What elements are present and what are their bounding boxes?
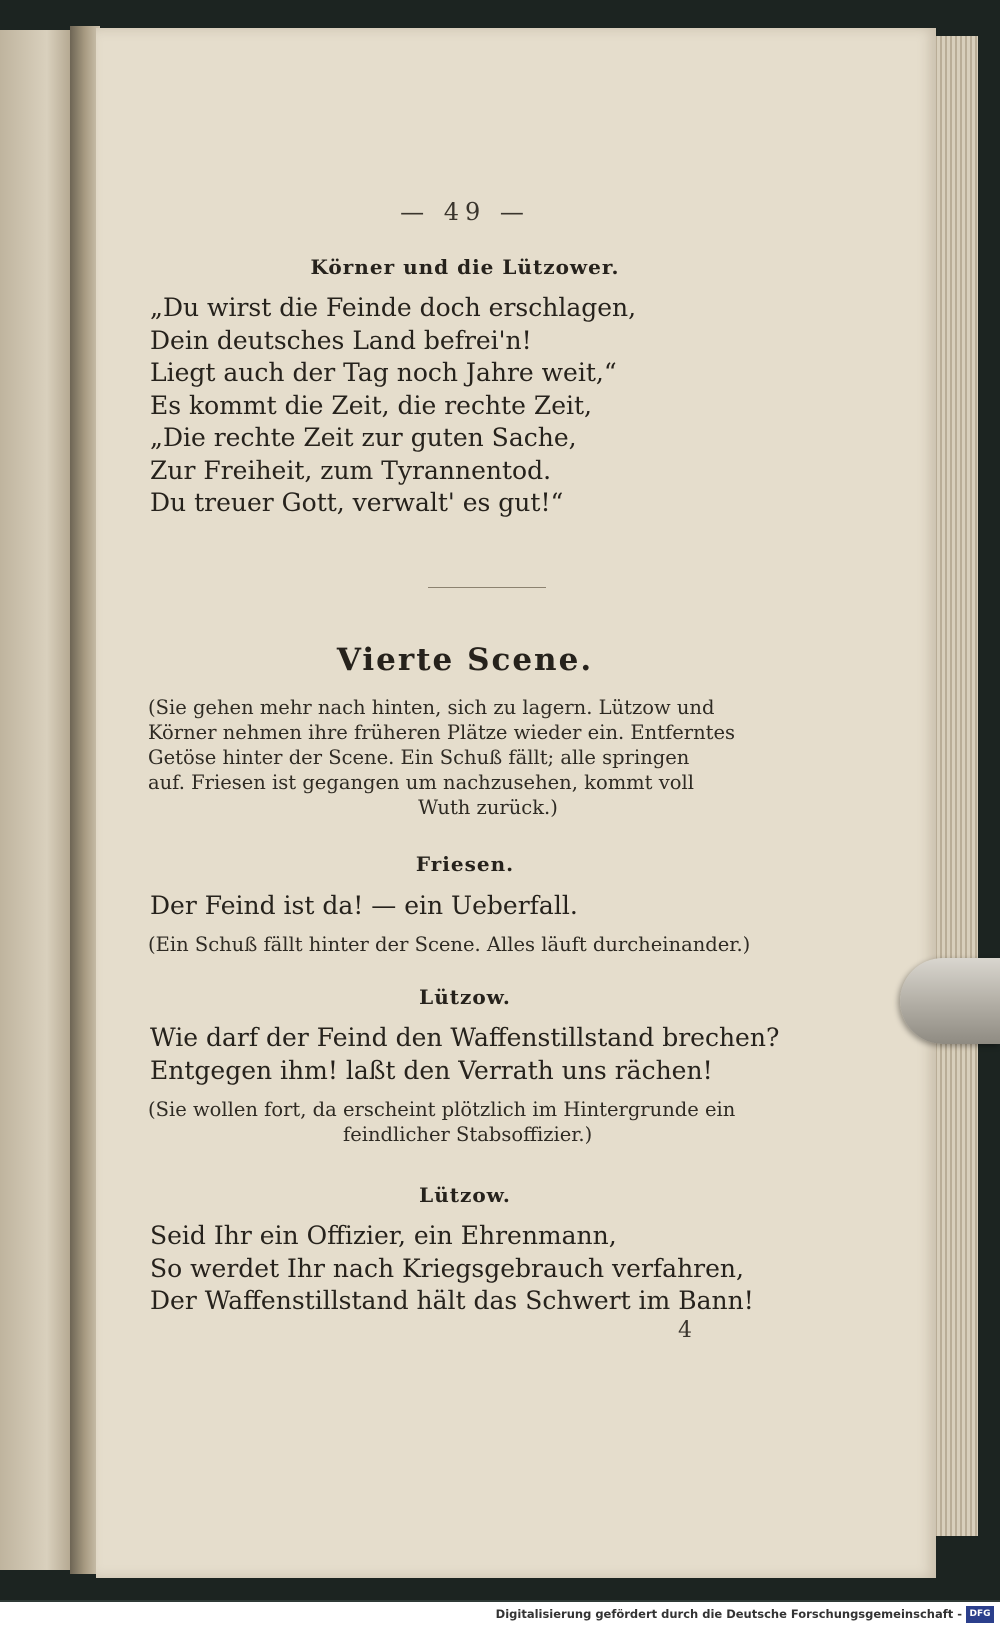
verse-line: Der Waffenstillstand hält das Schwert im Bann! <box>150 1286 754 1315</box>
stage-direction-3 <box>148 1097 838 1147</box>
dfg-logo-icon: DFG <box>966 1606 994 1623</box>
speaker-friesen: Friesen. <box>415 852 515 876</box>
stage-line: Wuth zurück.) <box>418 796 558 819</box>
page-block-edge <box>930 36 978 1536</box>
speaker-lutzow-2: Lützow. <box>419 1183 511 1207</box>
signature-mark: 4 <box>678 1318 692 1343</box>
scene-title: Vierte Scene. <box>336 642 594 678</box>
dialogue-line: Der Feind ist da! — ein Ueberfall. <box>150 891 578 920</box>
stage-direction-2: (Ein Schuß fällt hinter der Scene. Alles läuft durcheinander.) <box>148 933 751 956</box>
verse-line: Seid Ihr ein Offizier, ein Ehrenmann, <box>150 1221 617 1250</box>
verse-line: Liegt auch der Tag noch Jahre weit,“ <box>150 358 617 387</box>
stage-line: (Sie gehen mehr nach hinten, sich zu lagern. Lützow und <box>148 696 715 719</box>
stage-line: (Sie wollen fort, da erscheint plötzlich im Hintergrunde ein <box>148 1098 736 1121</box>
stage-line: Getöse hinter der Scene. Ein Schuß fällt; alle springen <box>148 746 690 769</box>
verse-block-2 <box>150 1022 850 1087</box>
stage-line: Körner nehmen ihre früheren Plätze wieder ein. Entferntes <box>148 721 736 744</box>
stage-line: auf. Friesen ist gegangen um nachzusehen, kommt voll <box>148 771 694 794</box>
verse-line: „Die rechte Zeit zur guten Sache, <box>150 423 577 452</box>
verse-line: Wie darf der Feind den Waffenstillstand brechen? <box>150 1023 780 1052</box>
stage-direction-1 <box>148 695 828 820</box>
verse-block-1 <box>150 292 850 520</box>
verse-line: Entgegen ihm! laßt den Verrath uns rächen! <box>150 1055 713 1085</box>
section-divider <box>428 587 546 588</box>
section-title: Körner und die Lützower. <box>310 255 620 279</box>
verse-line: „Du wirst die Feinde doch erschlagen, <box>150 293 637 322</box>
page-number: — 49 — <box>400 198 530 226</box>
verse-block-3 <box>150 1220 850 1318</box>
footer-credit: Digitalisierung gefördert durch die Deutsche Forschungsgemeinschaft - <box>495 1607 962 1621</box>
verse-line: Zur Freiheit, zum Tyrannentod. <box>150 455 552 485</box>
stage-line: feindlicher Stabsoffizier.) <box>343 1123 593 1146</box>
verse-line: So werdet Ihr nach Kriegsgebrauch verfahren, <box>150 1253 744 1283</box>
verse-line: Es kommt die Zeit, die rechte Zeit, <box>150 390 593 420</box>
speaker-lutzow-1: Lützow. <box>419 985 511 1009</box>
verse-line: Dein deutsches Land befrei'n! <box>150 325 532 355</box>
footer-bar <box>0 1602 1000 1629</box>
page-clip <box>900 958 1000 1044</box>
verse-line: Du treuer Gott, verwalt' es gut!“ <box>150 488 564 517</box>
